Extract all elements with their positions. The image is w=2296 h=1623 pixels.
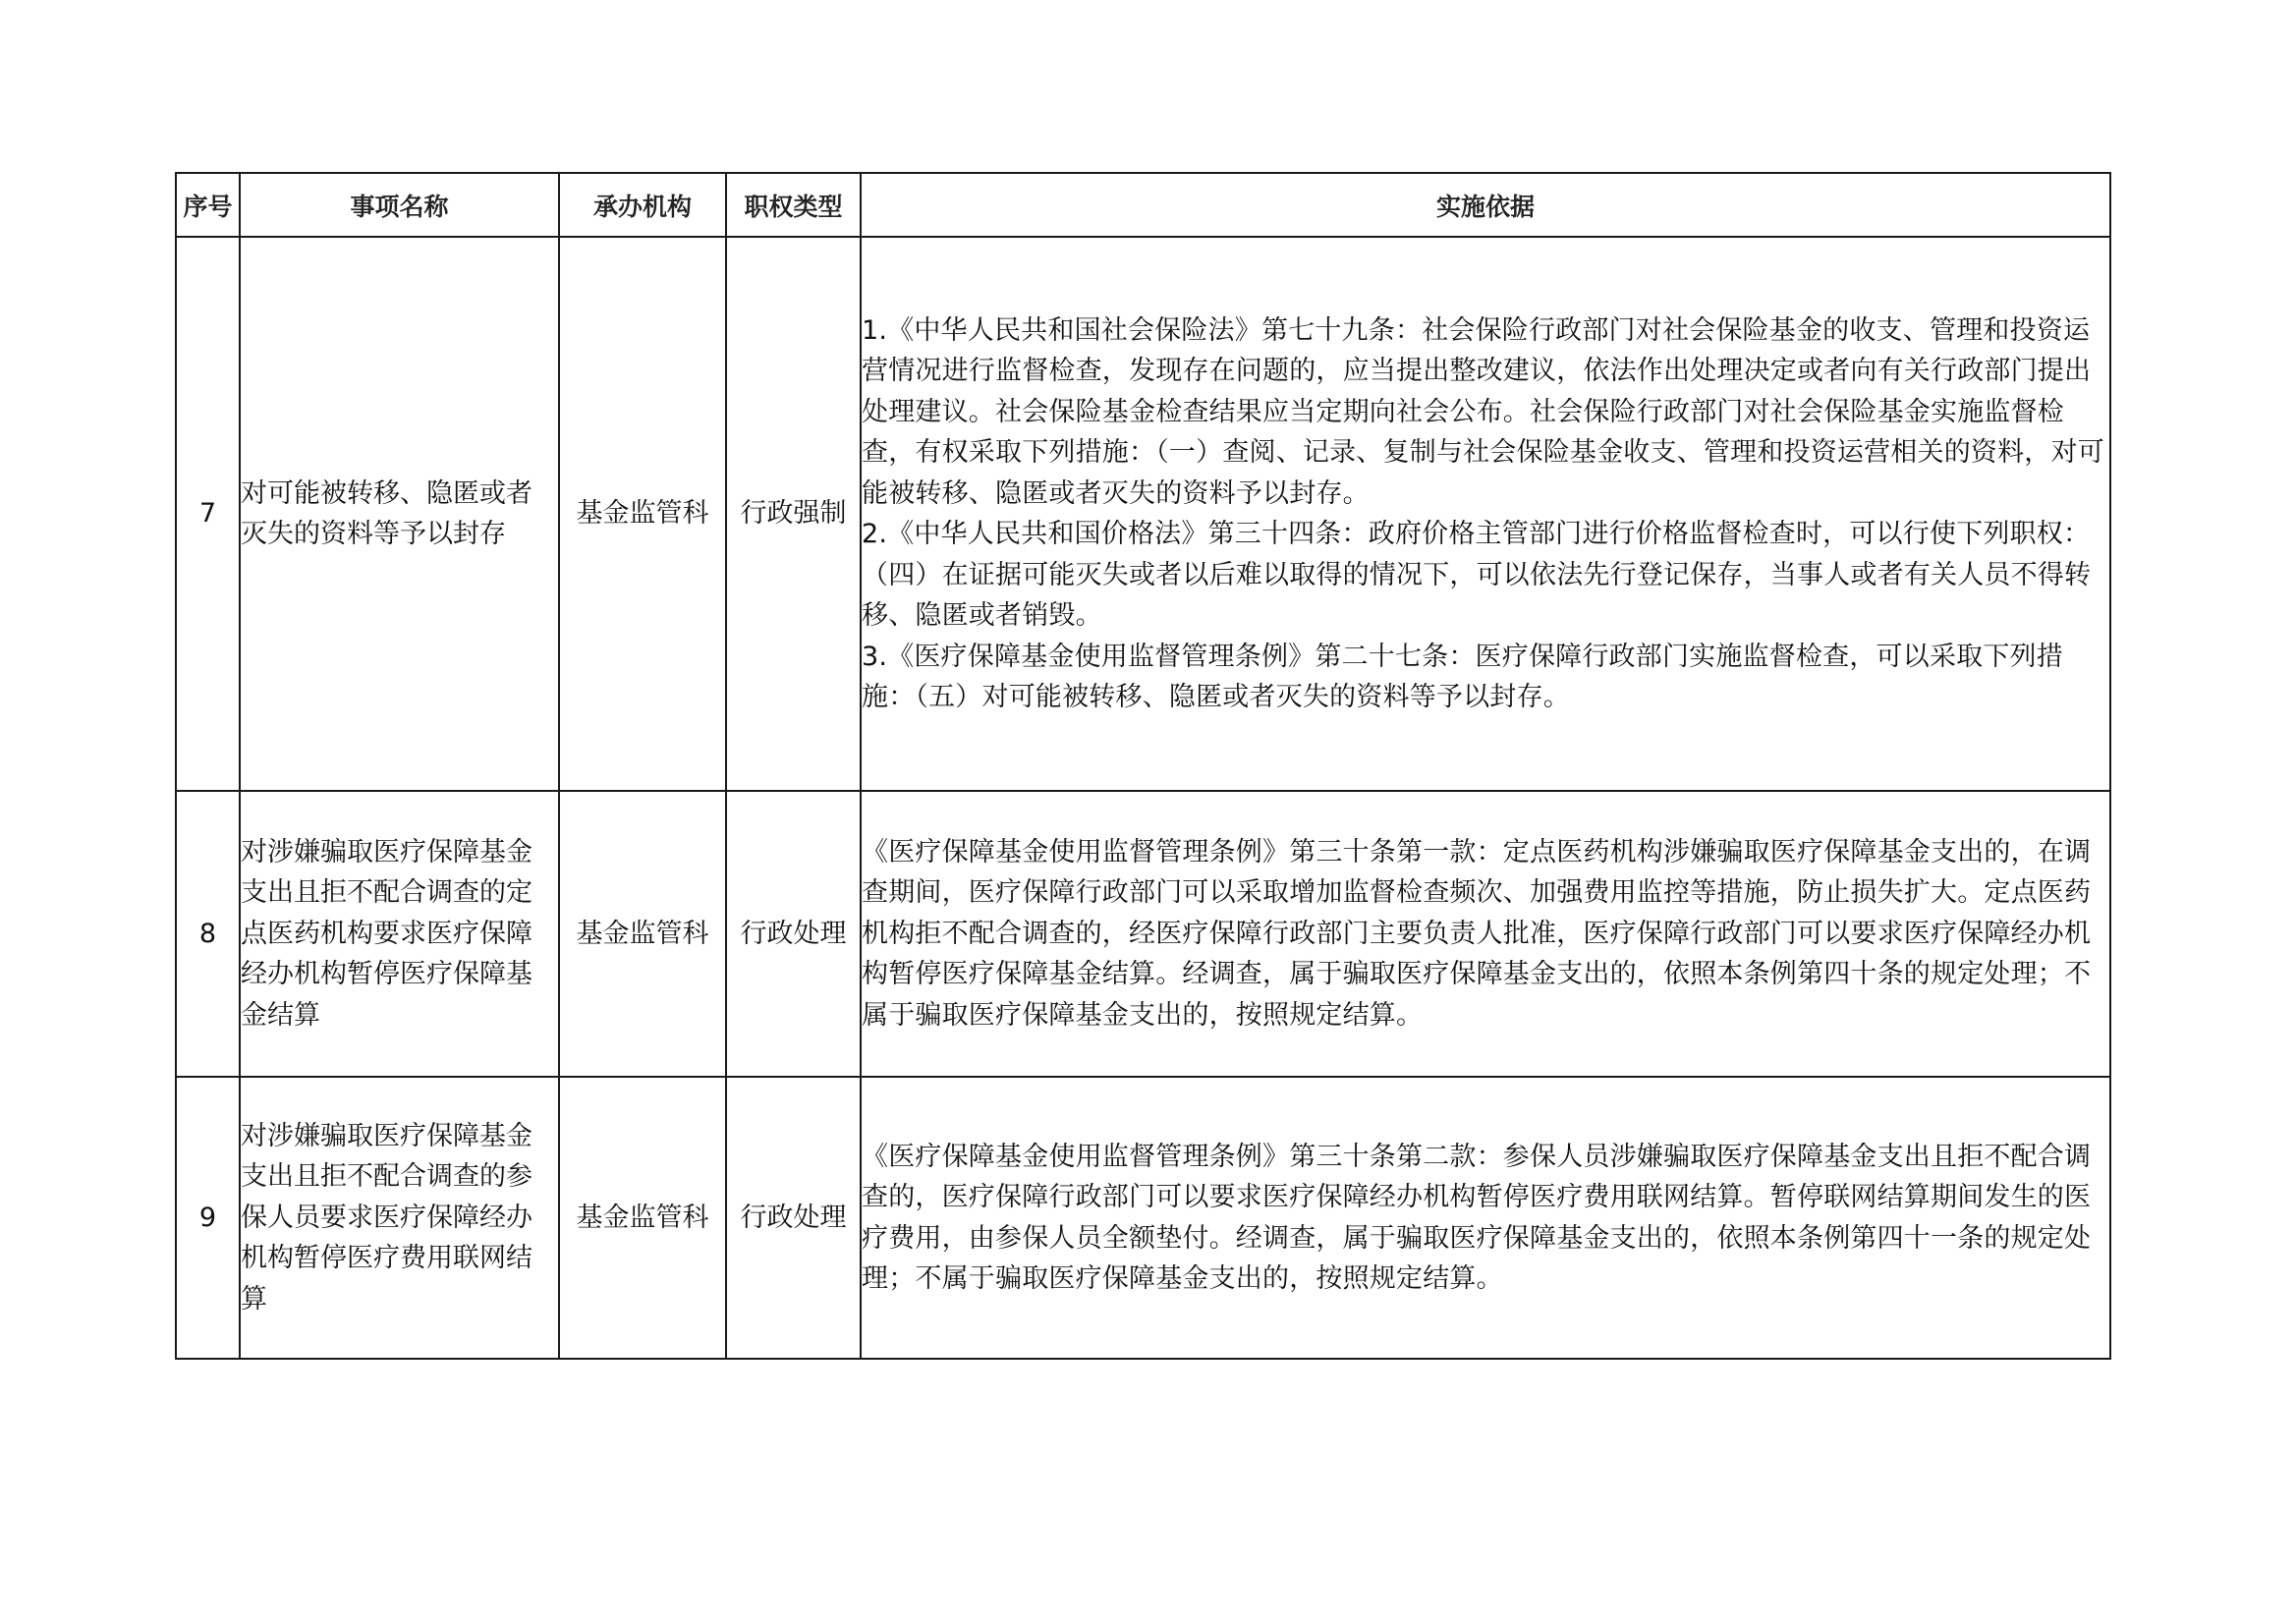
cell-basis	[861, 1077, 2110, 1359]
cell-item-name: 对涉嫌骗取医疗保障基金支出且拒不配合调查的参保人员要求医疗保障经办机构暂停医疗费用联网结算	[240, 1077, 559, 1359]
power-list-table	[175, 172, 2111, 1360]
header-no: 序号	[176, 173, 240, 237]
cell-organization: 基金监管科	[559, 237, 726, 791]
cell-item-name: 对可能被转移、隐匿或者灭失的资料等予以封存	[240, 237, 559, 791]
power-list-sheet	[175, 172, 2111, 1360]
table-row	[176, 237, 2110, 791]
cell-basis	[861, 237, 2110, 791]
cell-basis	[861, 791, 2110, 1077]
header-item-name: 事项名称	[240, 173, 559, 237]
cell-no: 9	[176, 1077, 240, 1359]
header-power-type: 职权类型	[726, 173, 861, 237]
cell-no: 7	[176, 237, 240, 791]
basis-paragraph: 《医疗保障基金使用监督管理条例》第三十条第一款：定点医药机构涉嫌骗取医疗保障基金支出的，在调查期间，医疗保障行政部门可以采取增加监督检查频次、加强费用监控等措施，防止损失扩大。定点医药机构拒不配合调查的，经医疗保障行政部门主要负责人批准，医疗保障行政部门可以要求医疗保障经办机构暂停医疗保障基金结算。经调查，属于骗取医疗保障基金支出的，依照本条例第四十条的规定处理；不属于骗取医疗保障基金支出的，按照规定结算。	[862, 836, 2092, 1031]
cell-item-name: 对涉嫌骗取医疗保障基金支出且拒不配合调查的定点医药机构要求医疗保障经办机构暂停医疗保障基金结算	[240, 791, 559, 1077]
cell-organization: 基金监管科	[559, 1077, 726, 1359]
cell-no: 8	[176, 791, 240, 1077]
basis-paragraph: 3.《医疗保障基金使用监督管理条例》第二十七条：医疗保障行政部门实施监督检查，可以采取下列措施：（五）对可能被转移、隐匿或者灭失的资料等予以封存。	[862, 641, 2063, 712]
table-row	[176, 1077, 2110, 1359]
cell-power-type: 行政处理	[726, 791, 861, 1077]
cell-organization: 基金监管科	[559, 791, 726, 1077]
basis-paragraph: 2.《中华人民共和国价格法》第三十四条：政府价格主管部门进行价格监督检查时，可以行使下列职权：（四）在证据可能灭失或者以后难以取得的情况下，可以依法先行登记保存，当事人或者有关人员不得转移、隐匿或者销毁。	[862, 519, 2092, 631]
header-organization: 承办机构	[559, 173, 726, 237]
header-basis: 实施依据	[861, 173, 2110, 237]
table-row	[176, 791, 2110, 1077]
basis-paragraph: 《医疗保障基金使用监督管理条例》第三十条第二款：参保人员涉嫌骗取医疗保障基金支出且拒不配合调查的，医疗保障行政部门可以要求医疗保障经办机构暂停医疗费用联网结算。暂停联网结算期间发生的医疗费用，由参保人员全额垫付。经调查，属于骗取医疗保障基金支出的，依照本条例第四十一条的规定处理；不属于骗取医疗保障基金支出的，按照规定结算。	[862, 1141, 2092, 1294]
cell-power-type: 行政强制	[726, 237, 861, 791]
table-header-row	[176, 173, 2110, 237]
basis-paragraph: 1.《中华人民共和国社会保险法》第七十九条：社会保险行政部门对社会保险基金的收支、管理和投资运营情况进行监督检查，发现存在问题的，应当提出整改建议，依法作出处理决定或者向有关行政部门提出处理建议。社会保险基金检查结果应当定期向社会公布。社会保险行政部门对社会保险基金实施监督检查，有权采取下列措施：（一）查阅、记录、复制与社会保险基金收支、管理和投资运营相关的资料，对可能被转移、隐匿或者灭失的资料予以封存。	[862, 314, 2104, 509]
cell-power-type: 行政处理	[726, 1077, 861, 1359]
